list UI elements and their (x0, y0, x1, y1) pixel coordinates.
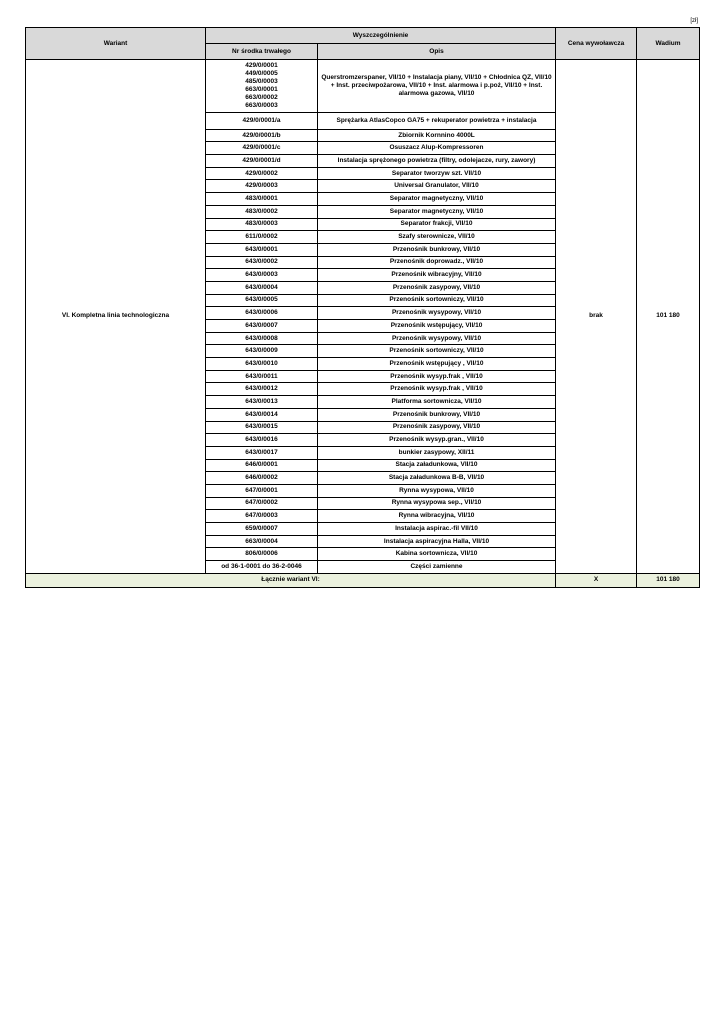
asset-number: 429/0/0001/d (206, 155, 318, 168)
header-wyszczegolnienie: Wyszczególnienie (206, 28, 556, 44)
asset-number: 429/0/0001 449/0/0005 485/0/0003 663/0/0001 663/0/0002 663/0/0003 (206, 60, 318, 113)
asset-description: Przenośnik bunkrowy, VII/10 (318, 408, 556, 421)
starting-price: brak (556, 60, 637, 574)
asset-number: 483/0/0003 (206, 218, 318, 231)
asset-number: 429/0/0002 (206, 167, 318, 180)
asset-number: 643/0/0014 (206, 408, 318, 421)
asset-number: 429/0/0001/a (206, 113, 318, 130)
asset-number: 429/0/0003 (206, 180, 318, 193)
header-wariant: Wariant (26, 28, 206, 60)
total-price: X (556, 573, 637, 587)
asset-description: Przenośnik sortowniczy, VII/10 (318, 345, 556, 358)
header-row-top (26, 28, 700, 44)
asset-description: Osuszacz Alup-Kompressoren (318, 142, 556, 155)
asset-description: Instalacja aspiracyjna Halla, VII/10 (318, 535, 556, 548)
asset-number: 647/0/0002 (206, 497, 318, 510)
total-deposit: 101 180 (637, 573, 700, 587)
asset-number: 643/0/0012 (206, 383, 318, 396)
asset-number: 483/0/0002 (206, 205, 318, 218)
asset-description: Separator tworzyw szt. VII/10 (318, 167, 556, 180)
asset-description: Przenośnik wysypowy, VII/10 (318, 307, 556, 320)
asset-number: 429/0/0001/b (206, 129, 318, 142)
asset-number: 643/0/0011 (206, 370, 318, 383)
asset-description: Przenośnik wstępujący , VII/10 (318, 358, 556, 371)
total-row (26, 573, 700, 587)
asset-description: Rynna wysypowa, VII/10 (318, 484, 556, 497)
asset-description: Universal Granulator, VII/10 (318, 180, 556, 193)
asset-number: 647/0/0003 (206, 510, 318, 523)
asset-number: 643/0/0016 (206, 434, 318, 447)
asset-number: od 36-1-0001 do 36-2-0046 (206, 561, 318, 574)
asset-description: Platforma sortownicza, VII/10 (318, 396, 556, 409)
asset-description: Querstromzerspaner, VII/10 + Instalacja piany, VII/10 + Chłodnica QZ, VII/10 + Inst. przeciwpożarowa, VII/10 + Inst. alarmowa i p.poż, VII/10 + Inst. alarmowa gazowa, VII/10 (318, 60, 556, 113)
asset-description: Separator frakcji, VII/10 (318, 218, 556, 231)
total-label: Łącznie wariant VI: (26, 573, 556, 587)
asset-description: bunkier zasypowy, XII/11 (318, 446, 556, 459)
asset-description: Przenośnik wstępujący, VII/10 (318, 320, 556, 333)
asset-number: 643/0/0006 (206, 307, 318, 320)
asset-description: Części zamienne (318, 561, 556, 574)
asset-description: Przenośnik wysyp.gran., VII/10 (318, 434, 556, 447)
asset-description: Stacja załadunkowa, VII/10 (318, 459, 556, 472)
asset-description: Instalacja sprężonego powietrza (filtry, odolejacze, rury, zawory) (318, 155, 556, 168)
asset-number: 643/0/0002 (206, 256, 318, 269)
header-wadium: Wadium (637, 28, 700, 60)
asset-number: 611/0/0002 (206, 231, 318, 244)
asset-description: Separator magnetyczny, VII/10 (318, 193, 556, 206)
asset-description: Przenośnik wysypowy, VII/10 (318, 332, 556, 345)
variant-table (25, 27, 700, 588)
variant-name: VI. Kompletna linia technologiczna (26, 60, 206, 574)
asset-description: Separator magnetyczny, VII/10 (318, 205, 556, 218)
asset-description: Przenośnik zasypowy, VII/10 (318, 281, 556, 294)
asset-number: 643/0/0008 (206, 332, 318, 345)
asset-description: Przenośnik wysyp.frak , VII/10 (318, 370, 556, 383)
asset-description: Kabina sortownicza, VII/10 (318, 548, 556, 561)
asset-number: 643/0/0010 (206, 358, 318, 371)
asset-description: Przenośnik wysyp.frak , VII/10 (318, 383, 556, 396)
asset-number: 643/0/0007 (206, 320, 318, 333)
asset-number: 643/0/0004 (206, 281, 318, 294)
asset-number: 643/0/0005 (206, 294, 318, 307)
asset-number: 483/0/0001 (206, 193, 318, 206)
asset-number: 647/0/0001 (206, 484, 318, 497)
asset-number: 643/0/0001 (206, 243, 318, 256)
asset-number: 643/0/0009 (206, 345, 318, 358)
asset-number: 659/0/0007 (206, 523, 318, 536)
asset-number: 806/0/0006 (206, 548, 318, 561)
asset-description: Stacja załadunkowa B-B, VII/10 (318, 472, 556, 485)
asset-number: 646/0/0002 (206, 472, 318, 485)
asset-number: 429/0/0001/c (206, 142, 318, 155)
asset-description: Instalacja aspirac.-fil VII/10 (318, 523, 556, 536)
asset-description: Rynna wysypowa sep., VII/10 (318, 497, 556, 510)
asset-description: Przenośnik wibracyjny, VII/10 (318, 269, 556, 282)
asset-number: 643/0/0013 (206, 396, 318, 409)
deposit-amount: 101 180 (637, 60, 700, 574)
header-opis: Opis (318, 44, 556, 60)
header-cena: Cena wywoławcza (556, 28, 637, 60)
asset-number: 643/0/0017 (206, 446, 318, 459)
currency-unit-label: [zł] (690, 18, 698, 24)
asset-description: Przenośnik bunkrowy, VII/10 (318, 243, 556, 256)
header-nr-srodka: Nr środka trwałego (206, 44, 318, 60)
table-row (26, 60, 700, 113)
asset-description: Rynna wibracyjna, VII/10 (318, 510, 556, 523)
asset-description: Szafy sterownicze, VII/10 (318, 231, 556, 244)
asset-number: 643/0/0003 (206, 269, 318, 282)
asset-description: Przenośnik zasypowy, VII/10 (318, 421, 556, 434)
asset-number: 643/0/0015 (206, 421, 318, 434)
asset-description: Zbiornik Kornnino 4000L (318, 129, 556, 142)
asset-description: Przenośnik doprowadz., VII/10 (318, 256, 556, 269)
asset-number: 646/0/0001 (206, 459, 318, 472)
asset-number: 663/0/0004 (206, 535, 318, 548)
asset-description: Przenośnik sortowniczy, VII/10 (318, 294, 556, 307)
asset-description: Sprężarka AtlasCopco GA75 + rekuperator powietrza + instalacja (318, 113, 556, 130)
